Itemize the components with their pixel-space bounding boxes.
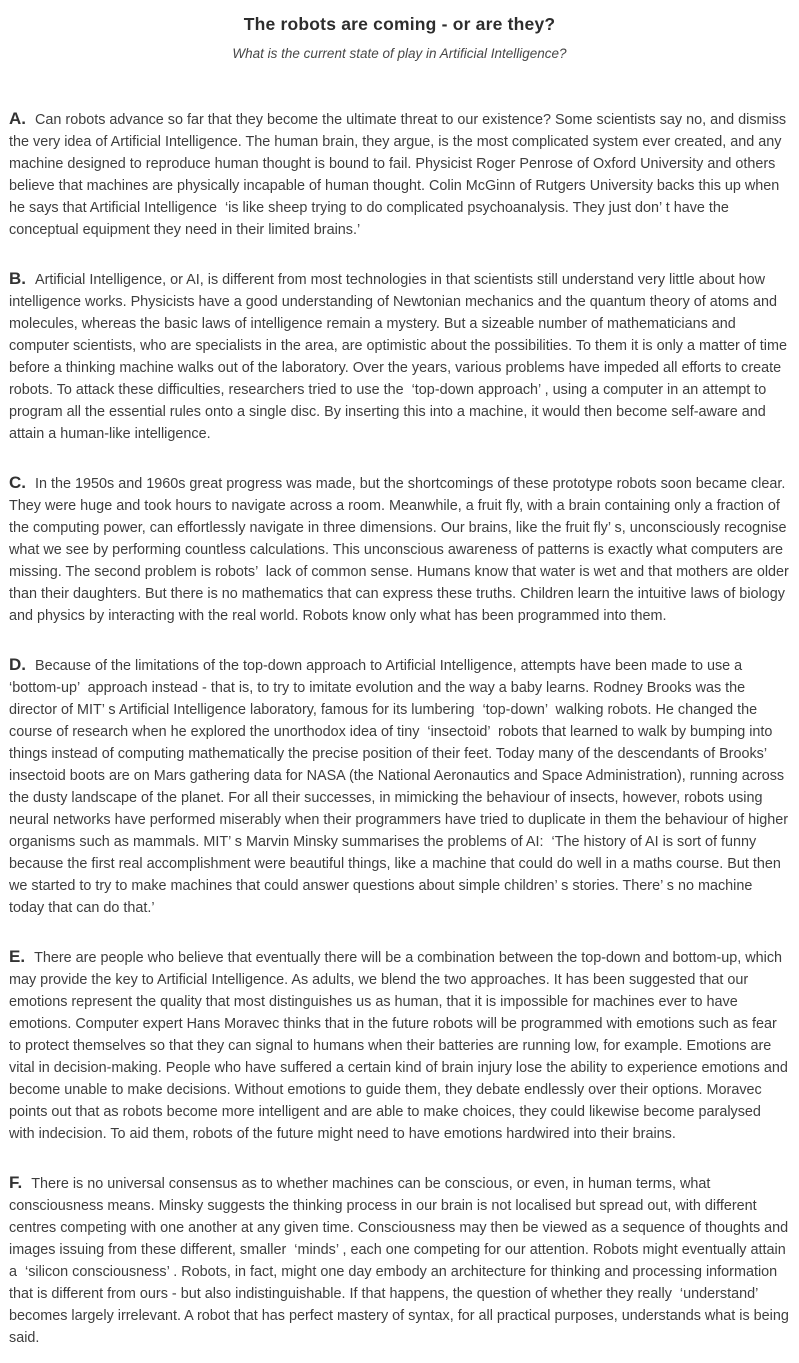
page-title: The robots are coming - or are they? (243, 14, 556, 34)
paragraph-b (9, 268, 790, 445)
paragraph-b-label: B. (9, 269, 26, 288)
paragraph-d-text: Because of the limitations of the top-down approach to Artificial Intelligence, attempts have been made to use a ‘bottom-up’ approach instead - that is, to try to imitate evolution and the way a baby learns. Rodney Brooks was the director of MIT’ s Artificial Intelligence laboratory, famous for its lumbering ‘top-down’ walking robots. He changed the course of research when he explored the unorthodox idea of tiny ‘insectoid’ robots that learned to walk by bumping into things instead of computing mathematically the precise position of their feet. Today many of the descendants of Brooks’ insectoid boots are on Mars gathering data for NASA (the National Aeronautics and Space Administration), running across the dusty landscape of the planet. For all their successes, in mimicking the behaviour of insects, however, robots using neural networks have performed miserably when their programmers have tried to duplicate in them the behaviour of higher organisms such as mammals. MIT’ s Marvin Minsky summarises the problems of AI: ‘The history of AI is sort of funny because the first real accomplishment were beautiful things, like a machine that could do well in a maths course. But then we started to try to make machines that could answer questions about simple children’ s stories. There’ s no machine today that can do that.’ (9, 658, 793, 916)
paragraph-d-label: D. (9, 655, 26, 674)
paragraph-a-label: A. (9, 109, 26, 128)
paragraph-c-text: In the 1950s and 1960s great progress was made, but the shortcomings of these prototype robots soon became clear. They were huge and took hours to navigate across a room. Meanwhile, a fruit fly, with a brain containing only a fraction of the computing power, can effortlessly navigate in three dimensions. Our brains, like the fruit fly’ s, unconsciously recognise what we see by performing countless calculations. This unconscious awareness of patterns is exactly what computers are missing. The second problem is robots’ lack of common sense. Humans know that water is wet and that mothers are older than their daughters. But there is no mathematics that can express these truths. Children learn the intuitive laws of biology and physics by interacting with the real world. Robots know only what has been programmed into them. (9, 476, 793, 624)
paragraph-e-text: There are people who believe that eventually there will be a combination between the top-down and bottom-up, which may provide the key to Artificial Intelligence. As adults, we blend the two approaches. It has been suggested that our emotions represent the quality that most distinguishes us as human, that it is impossible for machines ever to have emotions. Computer expert Hans Moravec thinks that in the future robots will be programmed with emotions such as fear to protect themselves so that they can signal to humans when their batteries are running low, for example. Emotions are vital in decision-making. People who have suffered a certain kind of brain injury lose the ability to experience emotions and become unable to make decisions. Without emotions to guide them, they debate endlessly over their options. Moravec points out that as robots become more intelligent and are able to make choices, they could likewise become paralysed with indecision. To aid them, robots of the future might need to have emotions hardwired into their brains. (9, 950, 792, 1142)
passage-body (9, 108, 793, 1349)
paragraph-c (9, 472, 793, 627)
paragraph-f-text: There is no universal consensus as to whether machines can be conscious, or even, in human terms, what consciousness means. Minsky suggests the thinking process in our brain is not localised but spread out, with different centres competing with one another at any given time. Consciousness may then be viewed as a sequence of thoughts and images issuing from these different, smaller ‘minds’ , each one competing for our attention. Robots might eventually attain a ‘silicon consciousness’ . Robots, in fact, might one day embody an architecture for thinking and processing information that is different from ours - but also indistinguishable. If that happens, the question of whether they really ‘understand’ becomes largely irrelevant. A robot that has perfect mastery of syntax, for all practical purposes, understands what is being said. (9, 1176, 793, 1346)
paragraph-a (9, 108, 790, 241)
paragraph-a-text: Can robots advance so far that they become the ultimate threat to our existence? Some scientists say no, and dismiss the very idea of Artificial Intelligence. The human brain, they argue, is the most complicated system ever created, and any machine designed to reproduce human thought is bound to fail. Physicist Roger Penrose of Oxford University and others believe that machines are physically incapable of human thought. Colin McGinn of Rutgers University backs this up when he says that Artificial Intelligence ‘is like sheep trying to do complicated psychoanalysis. They just don’ t have the conceptual equipment they need in their limited brains.’ (9, 112, 791, 238)
paragraph-b-text: Artificial Intelligence, or AI, is different from most technologies in that scientists still understand very little about how intelligence works. Physicists have a good understanding of Newtonian mechanics and the quantum theory of atoms and molecules, whereas the basic laws of intelligence remain a mystery. But a sizeable number of mathematicians and computer scientists, who are specialists in the area, are optimistic about the possibilities. To them it is only a matter of time before a thinking machine walks out of the laboratory. Over the years, various problems have impeded all efforts to create robots. To attack these difficulties, researchers tried to use the ‘top-down approach’ , using a computer in an attempt to program all the essential rules onto a single disc. By inserting this into a machine, it would then become self-aware and attain a human-like intelligence. (9, 272, 791, 442)
paragraph-e-label: E. (9, 947, 26, 966)
paragraph-f-label: F. (9, 1173, 23, 1192)
paragraph-d (9, 654, 793, 919)
paragraph-c-label: C. (9, 473, 26, 492)
paragraph-e (9, 946, 790, 1145)
page-subtitle: What is the current state of play in Artificial Intelligence? (232, 46, 567, 61)
paragraph-f (9, 1172, 793, 1349)
